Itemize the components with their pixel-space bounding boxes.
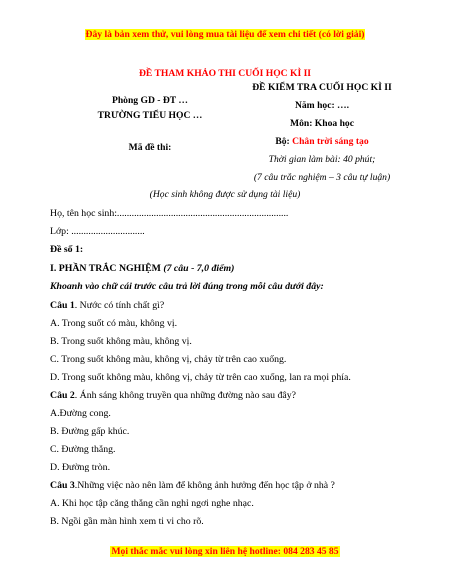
q1-option-b: B. Trong suốt không màu, không vị.	[50, 336, 192, 347]
school-name: TRƯỜNG TIỂU HỌC …	[97, 110, 203, 121]
class-field: Lớp: ..............................	[50, 226, 145, 237]
instruction: Khoanh vào chữ cái trước câu trả lời đúng trong mỗi câu dưới đây:	[50, 281, 324, 292]
q2-option-c: C. Đường thẳng.	[50, 444, 116, 455]
q3-option-a: A. Khi học tập căng thẳng cần nghỉ ngơi nghe nhạc.	[50, 498, 254, 509]
student-name-field: Họ, tên học sinh:......................................................................	[50, 208, 289, 219]
subject: Môn: Khoa học	[290, 118, 354, 129]
q1-option-a: A. Trong suốt có màu, không vị.	[50, 318, 178, 329]
question-1: Câu 1. Nước có tính chất gì?	[50, 300, 165, 311]
preview-banner: Đây là bản xem thử, vui lòng mua tài liệu để xem chi tiết (có lời giải)	[85, 29, 365, 40]
q3-option-b: B. Ngồi gần màn hình xem ti vi cho rõ.	[50, 516, 204, 527]
question-2: Câu 2. Ánh sáng không truyền qua những đường nào sau đây?	[50, 390, 297, 401]
q2-option-d: D. Đường tròn.	[50, 462, 111, 473]
department-name: Phòng GD - ĐT …	[111, 95, 189, 106]
hotline-banner: Mọi thắc mắc vui lòng xin liên hệ hotline: 084 283 45 85	[111, 546, 339, 557]
document-title: ĐỀ THAM KHẢO THI CUỐI HỌC KÌ II	[138, 68, 312, 79]
question-3: Câu 3.Những việc nào nên làm để không ảnh hưởng đến học tập ở nhà ?	[50, 480, 335, 491]
school-year: Năm học: ….	[294, 100, 350, 111]
q1-option-c: C. Trong suốt không màu, không vị, chảy từ trên cao xuống.	[50, 354, 287, 365]
exam-code-label: Mã đề thi:	[128, 142, 172, 153]
exam-number: Đề số 1:	[50, 244, 84, 255]
q1-option-d: D. Trong suốt không màu, không vị, chảy từ trên cao xuống, lan ra mọi phía.	[50, 372, 351, 383]
textbook-series: Bộ: Chân trời sáng tạo	[275, 136, 369, 147]
textbook-series-name: Chân trời sáng tạo	[292, 136, 369, 147]
time-limit: Thời gian làm bài: 40 phút;	[268, 154, 376, 165]
section-score: (7 câu - 7,0 điểm)	[163, 263, 235, 274]
exam-note: (Học sinh không được sử dụng tài liệu)	[149, 189, 301, 200]
q2-option-a: A.Đường cong.	[50, 408, 111, 419]
exam-title: ĐỀ KIỂM TRA CUỐI HỌC KÌ II	[252, 82, 392, 93]
section-heading: I. PHẦN TRẮC NGHIỆM (7 câu - 7,0 điểm)	[50, 263, 235, 274]
q2-option-b: B. Đường gấp khúc.	[50, 426, 130, 437]
exam-structure: (7 câu trắc nghiệm – 3 câu tự luận)	[253, 172, 391, 183]
